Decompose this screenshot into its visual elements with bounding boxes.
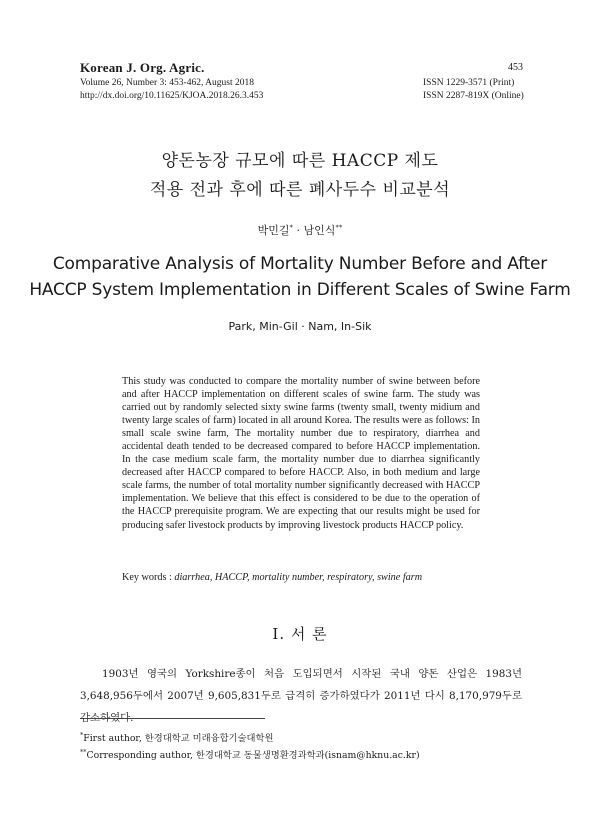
doi-link[interactable]: http://dx.doi.org/10.11625/KJOA.2018.26.3.453 [80,91,264,101]
footnote-2 [80,747,420,761]
volume-info: Volume 26, Number 3: 453-462, August 2018 [80,78,254,88]
issn-online: ISSN 2287-819X (Online) [423,91,524,101]
keywords-label: Key words : [122,572,175,583]
footnote-1-text: First author, 한경대학교 미래융합기술대학원 [83,733,274,744]
footnote-2-mark: ** [80,747,87,756]
journal-title: Korean J. Org. Agric. [80,60,205,75]
author-separator: · [293,224,304,237]
keywords-text: diarrhea, HACCP, mortality number, respiratory, swine farm [174,572,423,583]
english-title-line2: HACCP System Implementation in Different Scales of Swine Farm [29,280,571,300]
english-title-line1: Comparative Analysis of Mortality Number Before and After [52,254,548,274]
korean-author-2: 남인식 [303,224,336,237]
body-paragraph: 1903년 영국의 Yorkshire종이 처음 도입되면서 시작된 국내 양돈 산업은 1983년 3,648,956두에서 2007년 9,605,831두로 급격히 증가하였다가 2011년 다시 8,170,979두로 감소하였다. [80,668,522,724]
abstract: This study was conducted to compare the mortality number of swine between before and after HACCP implementation on different scales of swine farm. The study was carried out by randomly selected sixty swine farms (twenty small, twenty midium and twenty large scales of farm) located in all around Korea. The results were as follows: In small scale swine farm, The mortality number due to respiratory, diarrhea and accidental death tended to be decreased compared to before HACCP implementation. In the case medium scale farm, the mortality number due to diarrhea significantly decreased after HACCP compared to before HACCP. Also, in both medium and large scale farms, the number of total mortality number significantly decreased with HACCP implementation. We believe that this effect is considered to be due to the operation of the HACCP prerequisite program. We are expecting that our results might be used for producing safer livestock products by improving livestock products HACCP policy. [122,376,480,531]
author-1-mark: * [289,223,293,232]
korean-title-line1: 양돈농장 규모에 따른 HACCP 제도 [161,151,439,171]
english-authors: Park, Min-Gil · Nam, In-Sik [228,320,372,333]
page-number: 453 [508,62,523,73]
korean-title-line2: 적용 전과 후에 따른 폐사두수 비교분석 [149,180,451,200]
author-2-mark: ** [335,223,343,232]
section-heading: Ⅰ. 서 론 [272,625,328,643]
issn-print: ISSN 1229-3571 (Print) [423,78,515,88]
body-text [80,663,522,729]
footnote-2-text: Corresponding author, 한경대학교 동물생명환경과학과(isnam@hknu.ac.kr) [86,750,420,761]
keywords [122,572,482,583]
footnote-divider [80,718,265,719]
korean-author-1: 박민길 [257,224,290,237]
korean-authors [0,222,600,238]
footnote-1 [80,730,273,744]
footnote-1-mark: * [80,730,84,739]
